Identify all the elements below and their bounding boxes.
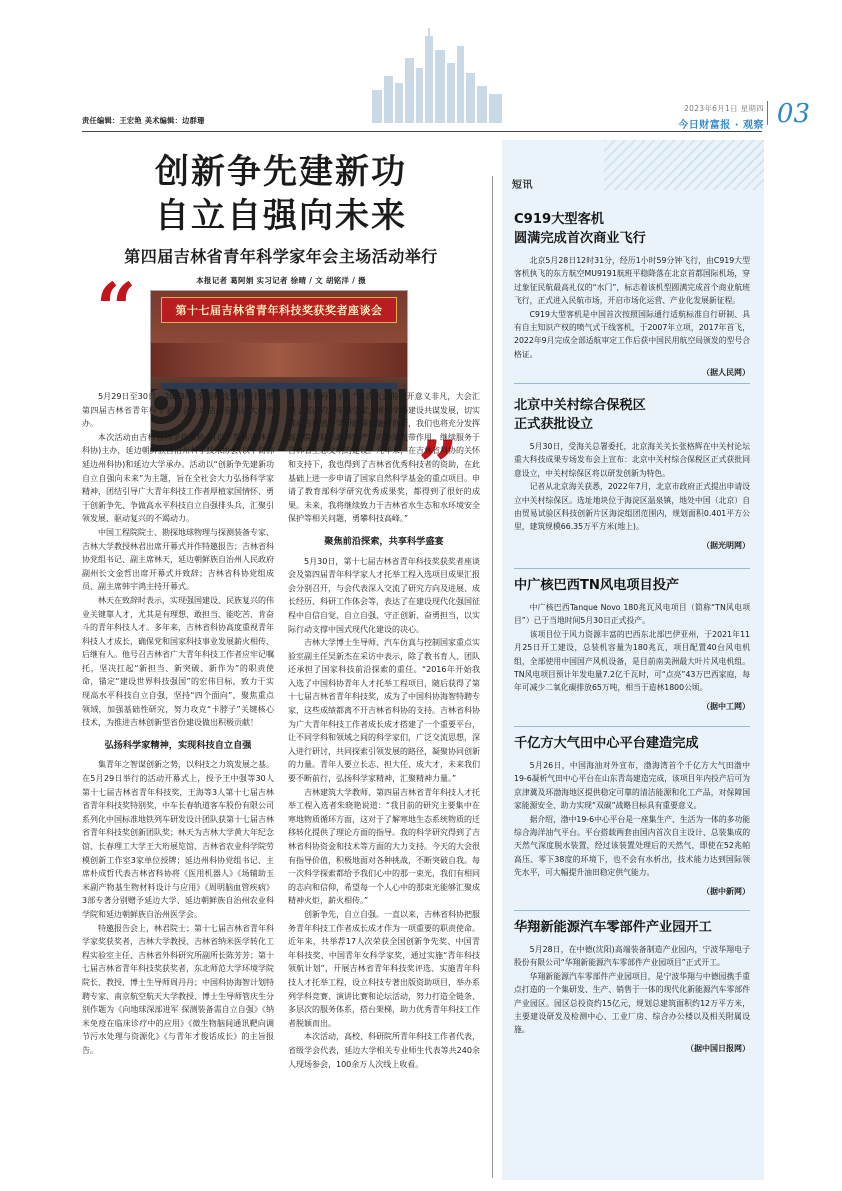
news-source: （据中工网）: [702, 701, 750, 711]
news-item: [514, 576, 750, 712]
masthead: [678, 103, 764, 131]
news-body: [514, 440, 750, 534]
paragraph: 5月26日，中国海油对外宣布，渤海湾首个千亿方大气田渤中19-6凝析气田中心平台在山东青岛建造完成，该项目年内投产后可为京津冀及环渤海地区提供稳定可靠的清洁能源和化工产品，对保障国家能源安全、助力实现“双碳”战略目标具有重要意义。: [514, 761, 751, 811]
section-heading: 聚焦前沿探索，共享科学盛宴: [324, 535, 444, 547]
headline-line-1: 创新争先建新功: [155, 152, 407, 192]
news-brief-sidebar: [502, 140, 764, 1180]
article-column-1: [82, 390, 274, 1071]
news-item: [514, 396, 750, 551]
paragraph: C919大型客机是中国首次按照国际通行适航标准自行研制、具有自主知识产权的喷气式干线客机，于2007年立项，2017年首飞，2022年9月完成全部适航审定工作后获中国民用航空局颁发的型号合格证。: [514, 309, 750, 359]
paper-name: 今日财富报 · 观察: [678, 120, 764, 131]
news-item: [514, 210, 750, 378]
section-heading: 弘扬科学家精神，实现科技自立自强: [104, 739, 252, 751]
subheadline: 第四届吉林省青年科学家年会主场活动举行: [124, 247, 438, 266]
paragraph: 中广核巴西Tanque Novo 180兆瓦风电项目（简称“TN风电项目”）已于当地时间5月30日正式投产。: [514, 603, 750, 626]
news-source: （据中国日报网）: [686, 1043, 750, 1053]
news-divider: [514, 568, 750, 569]
header-rule: [82, 131, 762, 132]
paragraph: 5月29日至30日，2023年“全国科技工作者日”暨第四届吉林省青年科学家年会主场活动在延边大学举办。: [82, 392, 274, 429]
main-article: [82, 140, 480, 1069]
paragraph: 5月28日，在中德(沈阳)高端装备制造产业园内，宁波华翔电子股份有限公司“华翔新能源汽车零部件产业园项目”正式开工。: [514, 945, 750, 968]
news-item: [514, 734, 750, 897]
open-quote-mark: “: [96, 267, 137, 350]
photo-backdrop: [151, 343, 407, 377]
paragraph: 5月30日，第十七届吉林省青年科技奖获奖者座谈会及第四届青年科学家人才托举工程入选项目成果汇报会分别召开，与会代表深入交流了研究方向及进展、成长经历、科研工作体会等，表达了在建设现代化强国征程中自信自觉、自立自强、守正创新、奋勇担当，以实际行动支撑中国式现代化建设的决心。: [288, 556, 480, 634]
news-title: [514, 210, 750, 248]
photo-banner-text: 第十七届吉林省青年科技奖获奖者座谈会: [161, 297, 397, 323]
headline-line-2: 自立自强向未来: [155, 196, 407, 236]
news-source: （据中新网）: [702, 886, 750, 896]
news-title-line: 中广核巴西TN风电项目投产: [514, 578, 680, 593]
news-title-line: 正式获批设立: [514, 417, 594, 432]
news-title: [514, 396, 750, 434]
news-divider: [514, 726, 750, 727]
paragraph: 吉林大学博士生导师、汽车仿真与控制国家重点实验室副主任吴新杰在采访中表示，除了教书育人、团队还承担了国家科技前沿探索的重任。“2016年开始我入选了中国科协青年人才托举工程项目，随后获得了第十七届吉林省青年科技奖，成为了中国科协海智特聘专家，这些成绩都离不开吉林省科协的支持。吉林省科协为广大青年科技工作者成长成才搭建了一个重要平台，让不同学科和领域之间的科学家们，广泛交流思想，深入进行研讨，共同探索引领发展的路径，凝聚协同创新的力量。青年人要立长志、担大任、成大才，未来我们要不断前行，弘扬科学家精神，汇聚精神力量。”: [288, 638, 480, 784]
news-body: [514, 254, 750, 361]
byline: 本报记者 葛阿娟 实习记者 徐晴 / 文 胡铭洋 / 摄: [196, 276, 366, 285]
news-title-line: 千亿方大气田中心平台建造完成: [514, 736, 699, 751]
paragraph: 本次活动，高校、科研院所青年科技工作者代表，省级学会代表，延边大学相关专业师生代表等共240余人现场参会，100余万人次线上收看。: [288, 1032, 480, 1069]
news-body: [514, 759, 750, 880]
news-body: [514, 601, 750, 695]
news-title: [514, 576, 750, 595]
news-title-line: 圆满完成首次商业飞行: [514, 231, 646, 246]
paragraph: 特邀报告会上，林君院士；第十七届吉林省青年科学家奖获奖者，吉林大学教授、吉林省纳米医学转化工程实验室主任、吉林省外科研究所副所长陈芳芳；第十七届吉林省青年科技奖获奖者，东北师范大学环境学院院长、教授、博士生导师周丹丹；中国科协海智计划特聘专家、南京航空航天大学教授、博士生导师管庆生分别作题为《向地球深部进军 探测装备需自立自强》《纳米免疫在临床诊疗中的应用》《微生物脑间通讯靶向调节污水处理与资源化》《与青年才俊话成长》的主旨报告。: [82, 923, 274, 1055]
news-divider: [514, 383, 750, 384]
paragraph: 周丹丹表示，“本次大会的召开意义非凡，大会汇聚了省内的青年科学家，围绕学科建设共谋发展，切实推动吉林省产学研政深度融合创新，我们也将充分发挥高等院校联系政界和产界的桥梁纽带作用，继续服务于吉林省生态文明的建设。几年来，在吉林省科协的关怀和支持下，我也得到了吉林省优秀科技者的资助，在此基础上进一步申请了国家自然科学基金的重点项目。申请了教育部科学研究优秀成果奖，都得到了很好的成果。未来，我将继续致力于吉林省水生态和水环境安全保护等相关问题，勇攀科技高峰。”: [288, 392, 480, 524]
close-quote-mark: ”: [417, 425, 458, 508]
paragraph: 本次活动由吉林省科学技术协会(以下简称吉林省科协)主办，延边朝鲜族自治州科学技术协会(以下简称延边州科协)和延边大学承办。活动以“创新争先建新功 自立自强向未来”为主题，旨在全社会大力弘扬科学家精神，团结引导广大青年科技工作者厚植家国情怀、勇于创新争先、争做高水平科技自立自强排头兵，汇聚引领发展、驱动复兴的不竭动力。: [82, 432, 274, 524]
news-source: （据光明网）: [702, 540, 750, 550]
headline: [82, 150, 480, 238]
article-body: [82, 390, 480, 1071]
news-title-line: 华翔新能源汽车零部件产业园开工: [514, 920, 712, 935]
paragraph: 据介绍，渤中19-6中心平台是一座集生产、生活为一体的多功能综合海洋油气平台。平台搭载两套由国内首次自主设计、总装集成的天然气深度脱水装置，经过该装置处理后的天然气，即使在52兆帕高压、零下38度的环境下，也不会有水析出，技术能力达到国际领先水平，可大幅提升油田稳定供气能力。: [514, 814, 751, 878]
news-divider: [514, 910, 750, 911]
paragraph: 集青年之智谋创新之势，以科技之力筑发展之基。在5月29日举行的活动开幕式上，授予王中强等30人第十七届吉林省青年科技奖，王海等3人第十七届吉林省青年科技奖特别奖，中车长春轨道客车股份有限公司系列化中国标准地铁列车研发设计团队获第十七届吉林省青年科技奖创新团队奖；林天为吉林大学黄大年纪念馆、长春理工大学王大珩展览馆、吉林省农业科学院劳模创新工作室3家单位授牌；延边州科协党组书记、主席朴成哲代表吉林省科协将《医用机器人》《场辅助玉米副产物基生物材料设计与应用》《周明脑血管疾病》3部专著分别赠予延边大学、延边朝鲜族自治州农业科学院和延边朝鲜族自治州医学会。: [82, 760, 274, 919]
paragraph: 该项目位于风力资源丰富的巴西东北部巴伊亚州，于2021年11月25日开工建设，总装机容量为180兆瓦，项目配置40台风电机组，全部使用中国国产风机设备，是目前南美洲最大叶片风电机组。TN风电项目预计年发电量7.2亿千瓦时，可“点亮”43万巴西家庭，每年可减少二氧化碳排放65万吨，相当于造林1800公顷。: [514, 629, 750, 693]
news-title-line: 北京中关村综合保税区: [514, 398, 646, 413]
news-item: [514, 918, 750, 1054]
paragraph: 华翔新能源汽车零部件产业园项目，是宁波华翔与中德园携手重点打造的一个集研发、生产、销售于一体的现代化新能源汽车零部件产业园区。园区总投资约15亿元，规划总建筑面积约12万平方米，主要建设研发及检测中心、工业厂房、综合办公楼以及相关附属设施。: [514, 971, 750, 1035]
paragraph: 北京5月28日12时31分，经历1小时59分钟飞行，由C919大型客机执飞的东方航空MU9191航班平稳降落在北京首都国际机场，穿过象征民航最高礼仪的“水门”，标志着该机型圆满完成首个商业航班飞行，正式进入民航市场，开启市场化运营、产业化发展新征程。: [514, 256, 750, 306]
city-skyline-illustration: [372, 28, 502, 123]
decorative-stripes: [604, 140, 764, 190]
page-number-divider: [767, 101, 768, 125]
news-title-line: C919大型客机: [514, 212, 604, 227]
paragraph: 5月30日，受海关总署委托，北京海关关长张格辉在中关村论坛重大科技成果专场发布会上宣布：北京中关村综合保税区正式获批同意设立，中关村综保区将以研发创新为特色。: [514, 442, 750, 478]
paragraph: 林天在致辞时表示，实现强国建设、民族复兴的伟业关键靠人才，尤其是有理想、敢担当、能吃苦、肯奋斗的青年科技人才。多年来，吉林省科协高度重视青年科技人才成长，确保党和国家科技事业发展薪火相传、后继有人。他号召吉林省广大青年科技工作者应牢记嘱托，坚决扛起“新担当、新突破、新作为”的职责使命，锚定“建设世界科技强国”的宏伟目标，致力于实现高水平科技自立自强，坚持“四个面向”，聚焦重点领域，加强基础性研究，努力攻克“卡脖子”关键核心技术，为推进吉林创新型省份建设做出积极贡献！: [82, 595, 274, 728]
news-title: [514, 734, 750, 753]
article-column-2: [288, 390, 480, 1071]
issue-date: 2023年6月1日 星期四: [684, 104, 764, 113]
news-title: [514, 918, 750, 937]
editors-line: 责任编辑：王宏艳 美术编辑：边群珊: [82, 116, 205, 125]
column-divider: [492, 176, 493, 1178]
news-source: （据人民网）: [702, 368, 750, 378]
paragraph: 创新争先，自立自强。一直以来，吉林省科协把服务青年科技工作者成长成才作为一项重要的职责使命。近年来，共举荐17人次荣获全国创新争先奖、中国青年科技奖、中国青年女科学家奖，通过实施“青年科技领航计划”，开展吉林省青年科技奖评选、实施青年科技人才托举工程，设立科技专著出版资助项目，举办系列学科竞赛、演讲比赛和论坛活动，努力打造全链条、多层次的服务体系，搭台架梯，助力优秀青年科技工作者脱颖而出。: [288, 909, 480, 1028]
page-number: 03: [776, 99, 810, 129]
paragraph: 记者从北京海关获悉，2022年7月，北京市政府正式提出申请设立中关村综保区。选址地块位于海淀区温泉镇，地处中国（北京）自由贸易试验区科技创新片区海淀组团范围内，规划面积0.401平方公里，建筑规模66.35万平方米(地上)。: [514, 482, 750, 532]
paragraph: 吉林建筑大学教师、第四届吉林省青年科技人才托举工程入选者朱晓艳说道：“我目前的研究主要集中在寒地物质循环方面，这对于了解寒地生态系统物质的迁移转化提供了理论方面的指导。我的科学研究得到了吉林省科协资金和技术等方面的大力支持。今天的大会很有指导价值，积极地面对各种挑战，不断突破自我。每一次科学探索都给予我们心中的那一束光，我们有相同的志向和信仰，希望每一个人心中的那束光能够汇聚成精神火炬，薪火相传。”: [288, 787, 480, 906]
sidebar-label: 短讯: [512, 180, 533, 191]
news-body: [514, 943, 750, 1037]
paragraph: 中国工程院院士、勘探地球物理与探测装备专家、吉林大学教授林君出席开幕式并作特邀报告；吉林省科协党组书记、副主席林天，延边朝鲜族自治州人民政府副州长文金哲出席开幕式并致辞；吉林省科协党组成员、副主席韩宇鸿主持开幕式。: [82, 527, 274, 592]
